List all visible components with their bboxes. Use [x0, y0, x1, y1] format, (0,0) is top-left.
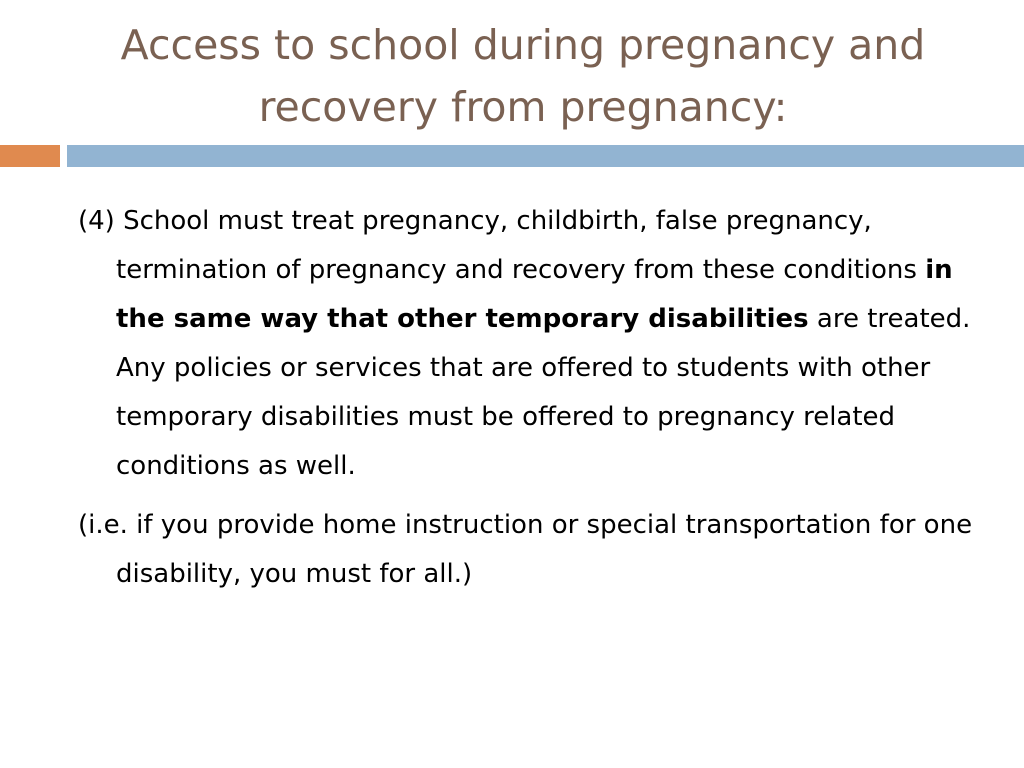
paragraph-equal-treatment-emphasis: in the same way that other temporary disabilities [116, 255, 953, 334]
paragraph-equal-treatment [78, 197, 978, 491]
paragraph-example: (i.e. if you provide home instruction or special transportation for one disability, you must for all.) [78, 510, 973, 589]
title-accent-bar-blue [67, 145, 1024, 167]
paragraph-equal-treatment-lead: (4) School must treat pregnancy, childbirth, false pregnancy, termination of pregnancy and recovery from these conditions [78, 206, 926, 285]
paragraph-equal-treatment-tail: are treated. Any policies or services that are offered to students with other temporary disabilities must be offered to pregnancy related conditions as well. [116, 304, 971, 481]
slide-title: Access to school during pregnancy and recovery from pregnancy: [120, 21, 926, 131]
slide-body [78, 197, 978, 609]
title-accent-bar-orange [0, 145, 60, 167]
